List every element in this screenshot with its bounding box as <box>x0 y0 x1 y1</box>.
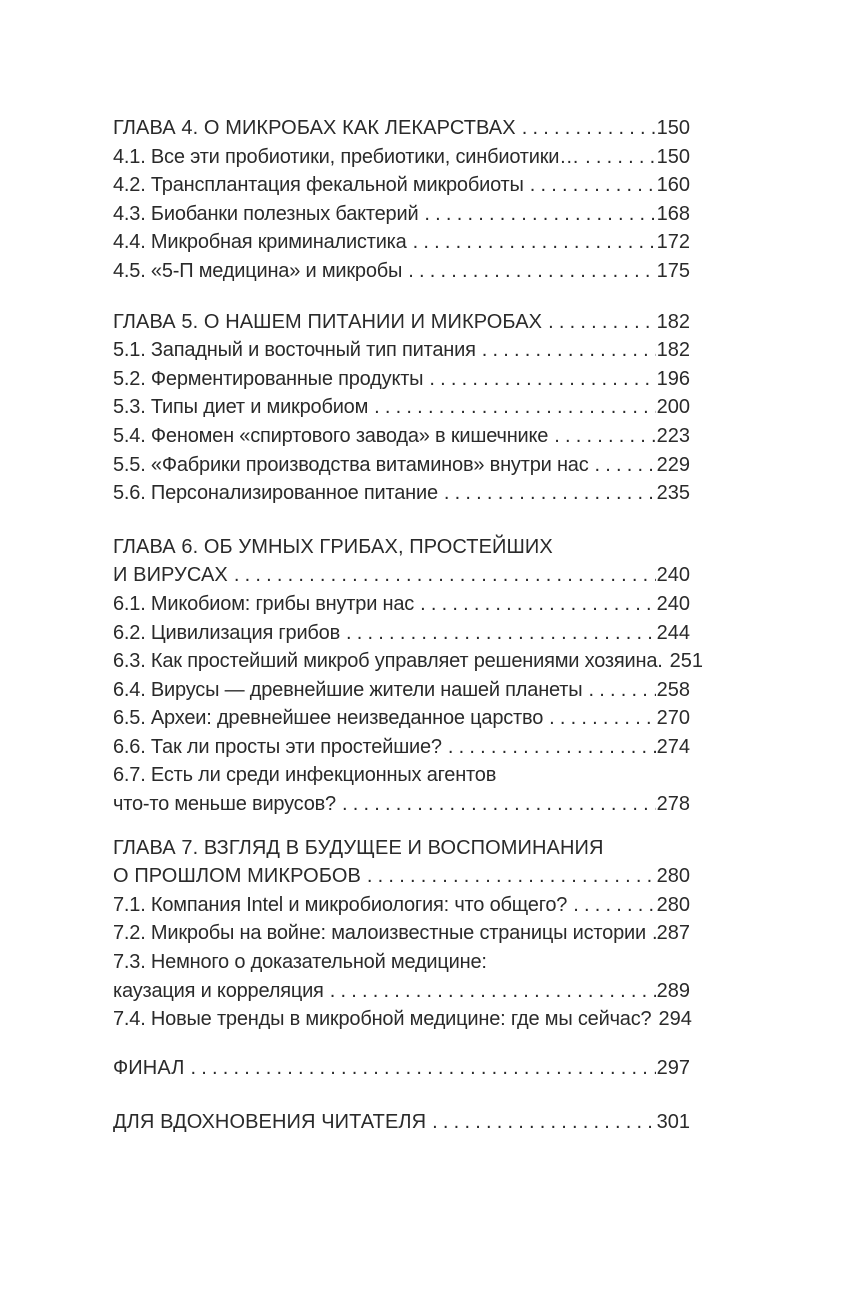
toc-entry <box>113 619 690 648</box>
toc-entry <box>113 228 690 257</box>
toc-entry <box>113 761 690 790</box>
toc-entry-title: 7.4. Новые тренды в микробной медицине: где мы сейчас? <box>113 1008 652 1031</box>
toc-entry-title: 6.2. Цивилизация грибов <box>113 621 341 644</box>
toc-entry-title: что-то меньше вирусов? <box>113 793 336 816</box>
toc-section-chapter-7 <box>113 834 690 1034</box>
leader-dots <box>595 451 656 480</box>
leader-dots <box>549 704 655 733</box>
leader-dots <box>530 171 656 200</box>
toc-section-final <box>113 1054 690 1083</box>
toc-entry <box>113 647 703 676</box>
leader-dots <box>554 422 655 451</box>
toc-entry-page-number: 200 <box>656 396 690 419</box>
toc-entry-title: 4.4. Микробная криминалистика <box>113 231 407 254</box>
toc-entry-page-number: 240 <box>656 592 690 615</box>
toc-entry <box>113 891 690 920</box>
toc-entry-page-number: 301 <box>656 1111 690 1134</box>
leader-dots <box>444 479 656 508</box>
leader-dots <box>448 733 656 762</box>
toc-entry <box>113 365 690 394</box>
toc-entry-title: 6.7. Есть ли среди инфекционных агентов <box>113 764 497 787</box>
toc-entry-page-number: 229 <box>656 453 690 476</box>
toc-entry-page-number: 175 <box>656 259 690 282</box>
toc-entry <box>113 561 690 590</box>
toc-entry-page-number: 289 <box>656 979 690 1002</box>
toc-entry-page-number: 280 <box>656 865 690 888</box>
toc-entry-page-number: 223 <box>656 424 690 447</box>
toc-entry <box>113 862 690 891</box>
toc-entry-page-number: 280 <box>656 893 690 916</box>
toc-entry <box>113 336 690 365</box>
leader-dots <box>429 365 655 394</box>
leader-dots <box>342 790 656 819</box>
toc-entry <box>113 451 690 480</box>
toc-entry-page-number: 240 <box>656 564 690 587</box>
toc-entry-page-number: 182 <box>656 310 690 333</box>
toc-entry-title: 6.1. Микобиом: грибы внутри нас <box>113 592 415 615</box>
toc-entry-page-number: 258 <box>656 678 690 701</box>
leader-dots <box>652 919 656 948</box>
toc-entry-title: 4.1. Все эти пробиотики, пребиотики, синбиотики… <box>113 145 580 168</box>
toc-entry-title: 4.3. Биобанки полезных бактерий <box>113 202 419 225</box>
leader-dots <box>413 228 656 257</box>
toc-entry-page-number: 196 <box>656 367 690 390</box>
toc-entry-page-number: 235 <box>656 482 690 505</box>
toc-entry-title: 5.1. Западный и восточный тип питания <box>113 339 476 362</box>
toc-entry <box>113 479 690 508</box>
toc-entry-title: 6.6. Так ли просты эти простейшие? <box>113 735 442 758</box>
toc-entry-page-number: 160 <box>656 174 690 197</box>
leader-dots <box>588 676 655 705</box>
toc-entry-title: И ВИРУСАХ <box>113 564 228 587</box>
toc-entry <box>113 171 690 200</box>
toc-entry <box>113 143 690 172</box>
leader-dots <box>346 619 656 648</box>
toc-entry <box>113 200 690 229</box>
toc-entry-page-number: 287 <box>656 922 690 945</box>
toc-entry <box>113 704 690 733</box>
toc-entry <box>113 834 690 863</box>
toc-entry-page-number: 297 <box>656 1056 690 1079</box>
toc-section-chapter-6 <box>113 533 703 819</box>
toc-entry-title: 6.3. Как простейший микроб управляет решениями хозяина. <box>113 650 663 673</box>
leader-dots <box>374 393 655 422</box>
toc-entry-page-number: 150 <box>656 145 690 168</box>
toc-entry <box>113 533 690 562</box>
toc-entry <box>113 1054 690 1083</box>
leader-dots <box>420 590 656 619</box>
leader-dots <box>330 977 656 1006</box>
toc-section-reader-inspiration <box>113 1108 690 1137</box>
toc-entry-page-number: 150 <box>656 117 690 139</box>
toc-entry <box>113 257 690 286</box>
toc-entry-page-number: 278 <box>656 793 690 816</box>
toc-entry-title: ФИНАЛ <box>113 1056 185 1079</box>
toc-entry-title: 6.5. Археи: древнейшее неизведанное царство <box>113 707 544 730</box>
toc-entry-title: 7.3. Немного о доказательной медицине: <box>113 951 487 974</box>
leader-dots <box>424 200 655 229</box>
leader-dots <box>408 257 655 286</box>
toc-entry <box>113 1005 690 1034</box>
toc-entry-title: 5.4. Феномен «спиртового завода» в кишечнике <box>113 424 549 447</box>
toc-entry-page-number: 182 <box>656 339 690 362</box>
toc-entry-page-number: 294 <box>658 1008 692 1031</box>
toc-entry-title: ГЛАВА 5. О НАШЕМ ПИТАНИИ И МИКРОБАХ <box>113 310 543 333</box>
toc-entry-title: 5.6. Персонализированное питание <box>113 482 438 505</box>
toc-entry <box>113 790 690 819</box>
leader-dots <box>432 1108 655 1137</box>
toc-entry-page-number: 270 <box>656 707 690 730</box>
toc-entry <box>113 733 690 762</box>
toc-entry-title: 4.2. Трансплантация фекальной микробиоты <box>113 174 524 197</box>
toc-entry-title: ГЛАВА 6. ОБ УМНЫХ ГРИБАХ, ПРОСТЕЙШИХ <box>113 535 553 558</box>
leader-dots <box>367 862 656 891</box>
toc-entry-page-number: 172 <box>656 231 690 254</box>
toc-entry <box>113 590 690 619</box>
toc-entry-title: 7.2. Микробы на войне: малоизвестные страницы истории <box>113 922 646 945</box>
toc-entry-title: О ПРОШЛОМ МИКРОБОВ <box>113 865 361 888</box>
toc-entry-page-number: 274 <box>656 735 690 758</box>
leader-dots <box>482 336 656 365</box>
toc-entry <box>113 919 690 948</box>
toc-entry-title: каузация и корреляция <box>113 979 324 1002</box>
toc-section-chapter-5 <box>113 308 690 508</box>
toc-entry-page-number: 251 <box>669 650 703 673</box>
toc-entry <box>113 1108 690 1137</box>
leader-dots <box>573 891 655 920</box>
toc-entry-page-number: 168 <box>656 202 690 225</box>
toc-entry-title: 5.2. Ферментированные продукты <box>113 367 424 390</box>
toc-entry <box>113 308 690 337</box>
toc-entry-title: ГЛАВА 7. ВЗГЛЯД В БУДУЩЕЕ И ВОСПОМИНАНИЯ <box>113 836 604 859</box>
toc-section-chapter-4 <box>113 114 690 286</box>
leader-dots <box>548 308 656 337</box>
leader-dots <box>585 143 656 172</box>
leader-dots <box>522 114 656 143</box>
toc-entry <box>113 948 690 977</box>
toc-entry-title: 5.3. Типы диет и микробиом <box>113 396 369 419</box>
toc-entry-page-number: 244 <box>656 621 690 644</box>
toc-entry <box>113 114 690 143</box>
toc-entry-title: ДЛЯ ВДОХНОВЕНИЯ ЧИТАТЕЛЯ <box>113 1111 427 1134</box>
toc-entry <box>113 393 690 422</box>
toc-entry-title: 6.4. Вирусы — древнейшие жители нашей планеты <box>113 678 583 701</box>
toc-entry <box>113 422 690 451</box>
leader-dots <box>190 1054 655 1083</box>
toc-entry-title: 5.5. «Фабрики производства витаминов» внутри нас <box>113 453 589 476</box>
toc-entry <box>113 977 690 1006</box>
toc-entry-title: 4.5. «5-П медицина» и микробы <box>113 259 403 282</box>
leader-dots <box>234 561 656 590</box>
toc-entry-title: 7.1. Компания Intel и микробиология: что общего? <box>113 893 568 916</box>
toc-entry-title: ГЛАВА 4. О МИКРОБАХ КАК ЛЕКАРСТВАХ <box>113 117 516 139</box>
toc-entry <box>113 676 690 705</box>
